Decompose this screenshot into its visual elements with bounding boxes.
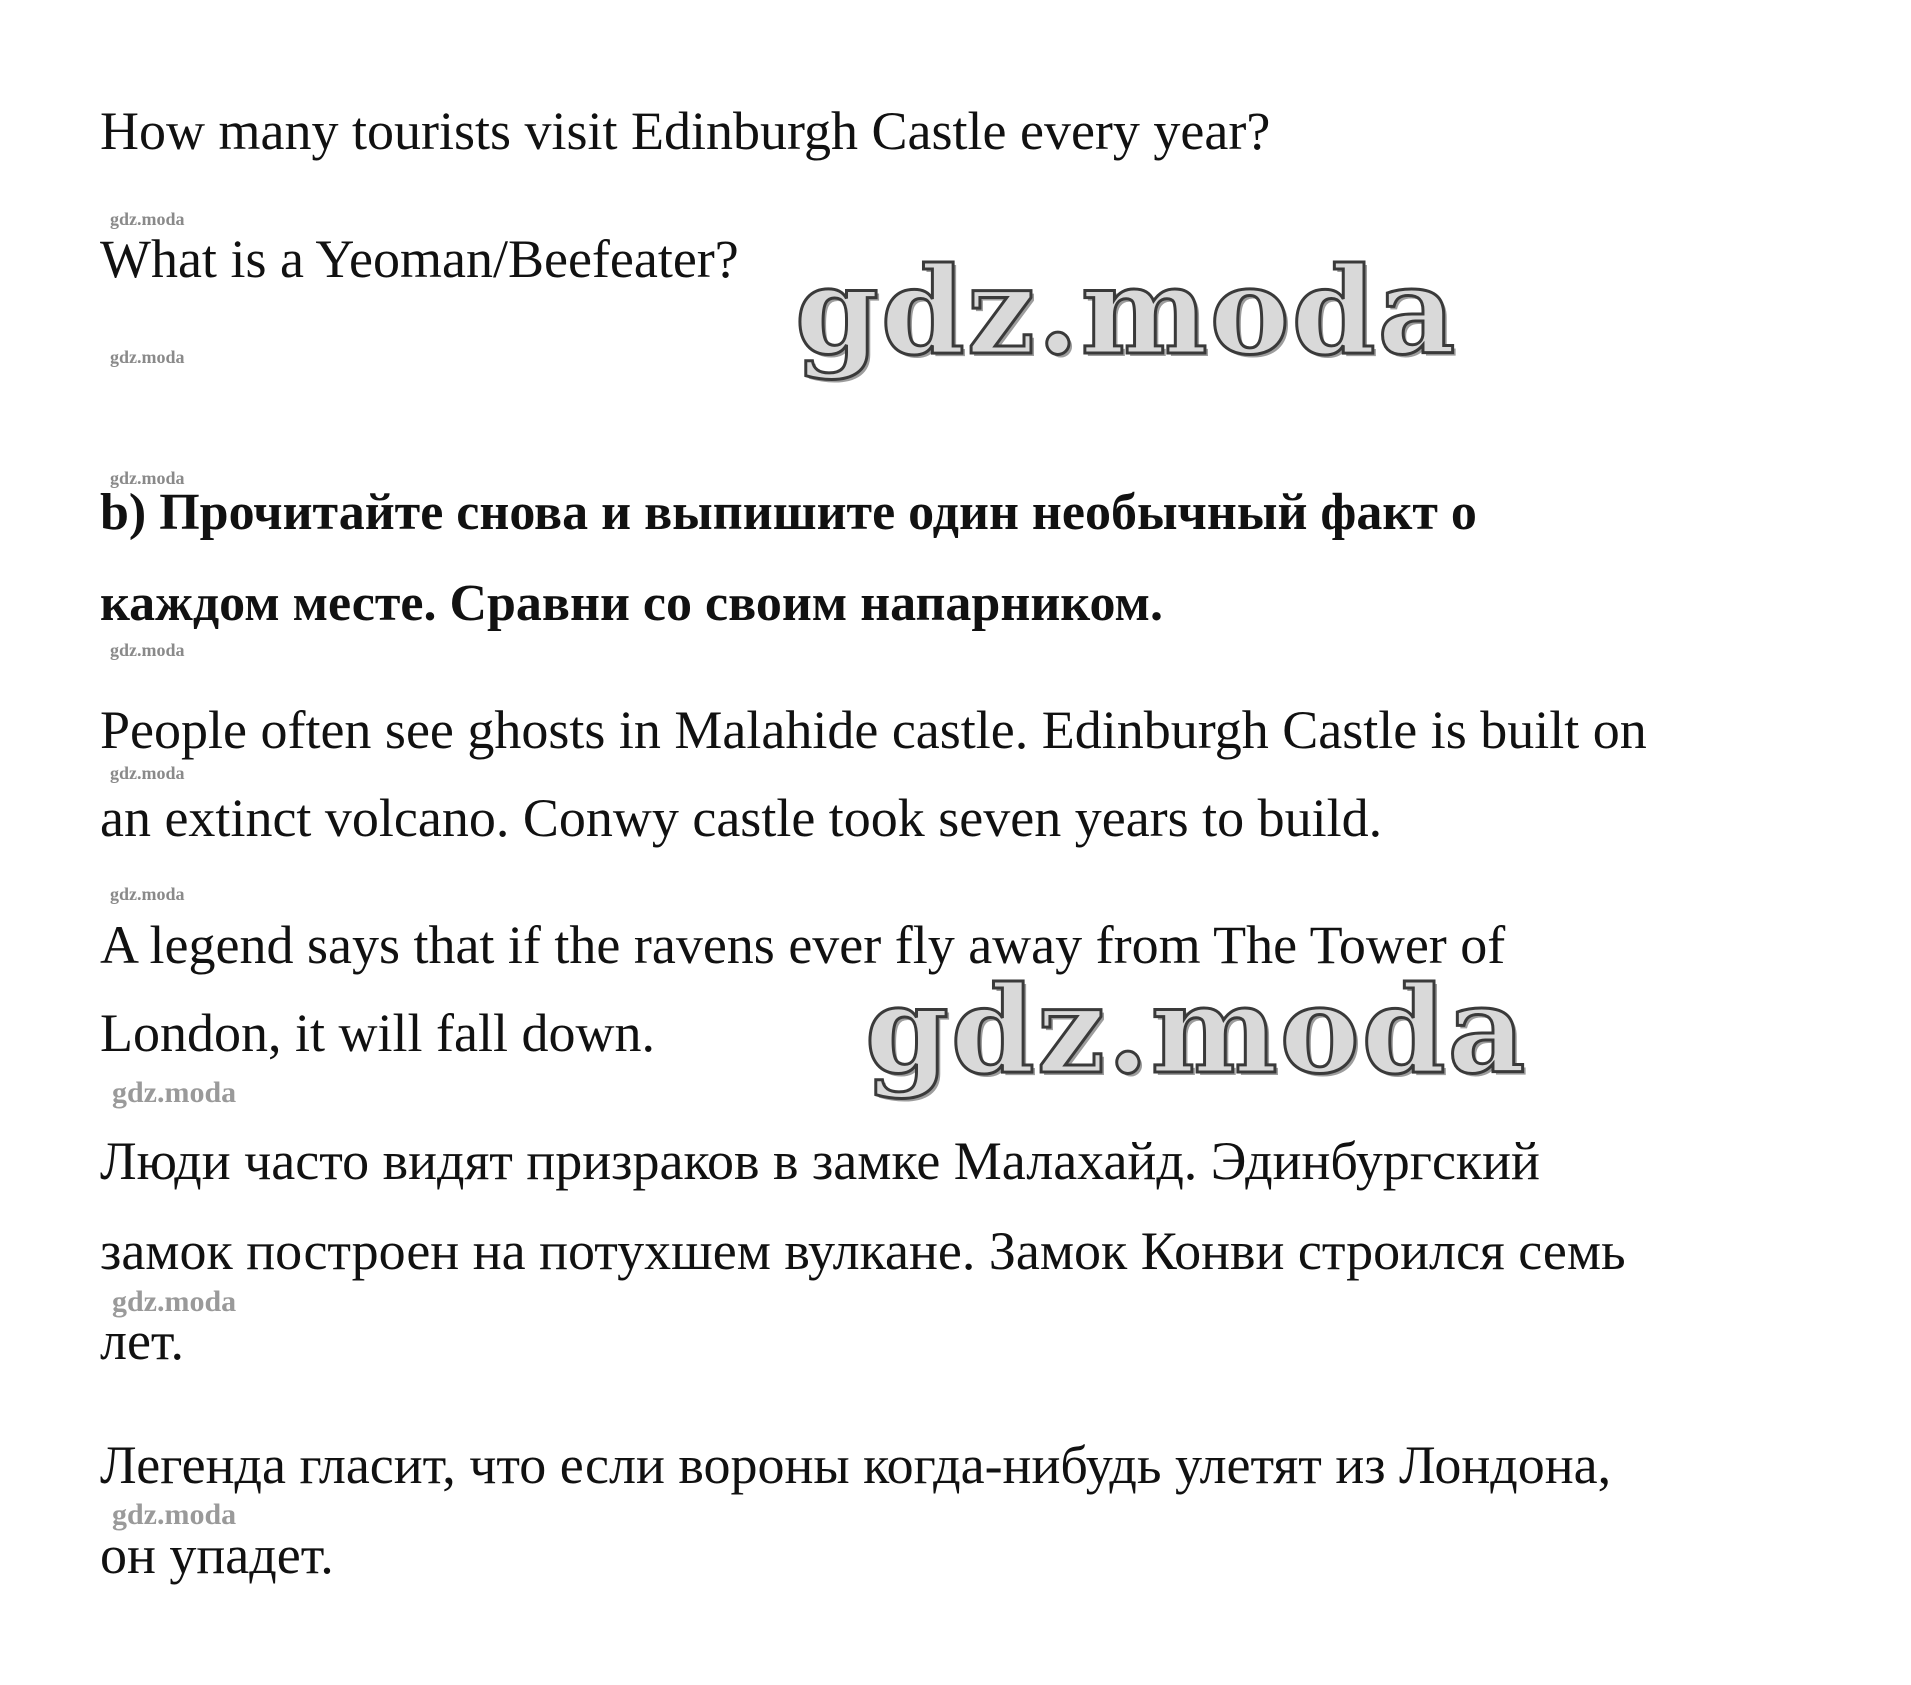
answer-ru-paragraph2-line1: Легенда гласит, что если вороны когда-нибудь улетят из Лондона, xyxy=(100,1435,1612,1495)
watermark-medium: gdz.moda xyxy=(112,1285,237,1318)
watermark-medium: gdz.moda xyxy=(112,1498,237,1531)
watermark-small: gdz.moda xyxy=(110,209,185,229)
answer-en-paragraph2-line1: A legend says that if the ravens ever fly away from The Tower of xyxy=(100,915,1506,975)
answer-ru-paragraph1-line2: замок построен на потухшем вулкане. Замок Конви строился семь xyxy=(100,1221,1626,1281)
watermark-medium: gdz.moda xyxy=(112,1076,237,1109)
watermark-small: gdz.moda xyxy=(110,640,185,660)
answer-en-paragraph1-line2: an extinct volcano. Conwy castle took seven years to build. xyxy=(100,788,1383,848)
answer-ru-paragraph2-line2: он упадет. xyxy=(100,1525,334,1585)
task-heading-line1: b) Прочитайте снова и выпишите один необычный факт о xyxy=(100,484,1477,541)
watermark-small: gdz.moda xyxy=(110,884,185,904)
question-yeoman-beefeater: What is a Yeoman/Beefeater? xyxy=(100,229,739,289)
answer-ru-paragraph1-line3: лет. xyxy=(100,1311,184,1371)
watermark-small: gdz.moda xyxy=(110,347,185,367)
answer-ru-paragraph1-line1: Люди часто видят призраков в замке Малахайд. Эдинбургский xyxy=(100,1131,1540,1191)
task-heading-line2: каждом месте. Сравни со своим напарником. xyxy=(100,575,1163,632)
watermark-small: gdz.moda xyxy=(110,763,185,783)
watermark-large: gdz.moda xyxy=(865,960,1528,1101)
question-edinburgh-tourists: How many tourists visit Edinburgh Castle every year? xyxy=(100,101,1271,161)
watermark-small: gdz.moda xyxy=(110,468,185,488)
answer-en-paragraph1-line1: People often see ghosts in Malahide castle. Edinburgh Castle is built on xyxy=(100,700,1647,760)
answer-en-paragraph2-line2: London, it will fall down. xyxy=(100,1003,655,1063)
watermark-large: gdz.moda xyxy=(795,241,1458,382)
